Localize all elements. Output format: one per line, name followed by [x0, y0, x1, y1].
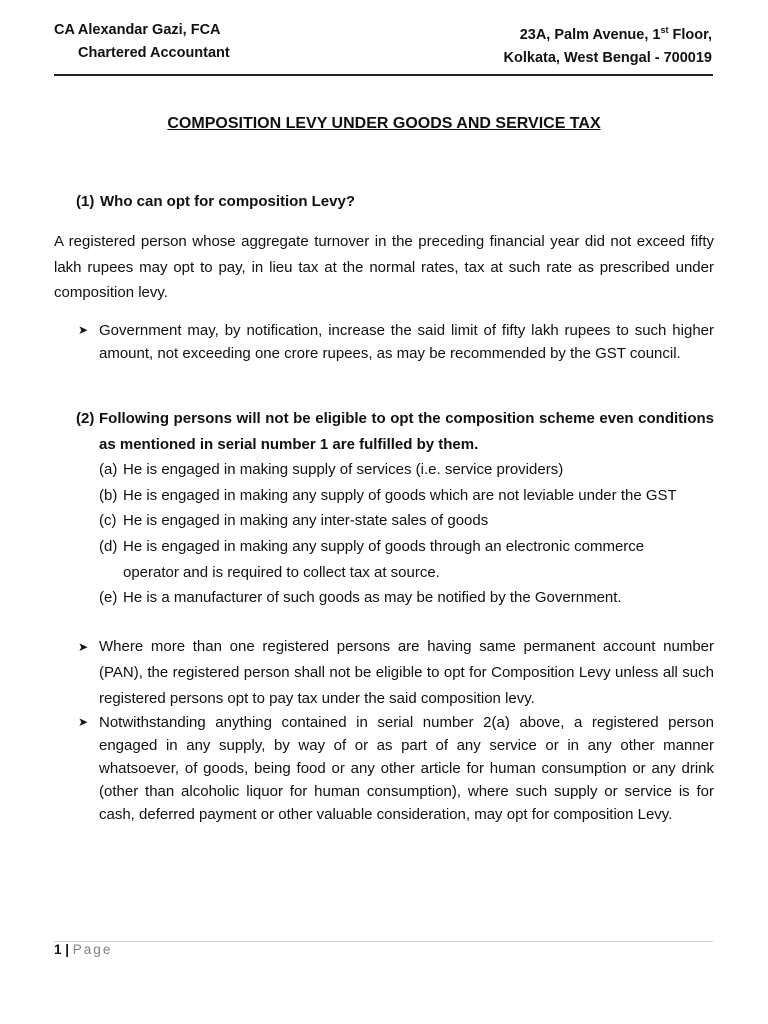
list-item-text: He is engaged in making any inter-state sales of goods [123, 512, 489, 529]
address-block [504, 19, 712, 70]
list-item-text: He is engaged in making any supply of goods which are not leviable under the GST [123, 487, 677, 504]
list-item-label: (b) [99, 487, 118, 504]
list-item-label: (c) [99, 512, 117, 529]
list-item-continuation: operator and is required to collect tax at source. [123, 563, 440, 581]
list-item-text: He is engaged in making any supply of goods through an electronic commerce [123, 538, 645, 555]
address-line1-end: Floor, [668, 26, 712, 43]
header-divider [54, 74, 713, 76]
author-block [54, 19, 230, 65]
list-item-label: (e) [99, 589, 118, 606]
bullet-food-supply [78, 711, 714, 826]
section2-heading [76, 406, 714, 457]
list-item-label: (a) [99, 461, 118, 478]
list-item [99, 508, 714, 534]
section1-bullet-text: Government may, by notification, increase the said limit of fifty lakh rupees to such higher amount, not exceeding one crore rupees, as may be recommended by the GST council. [99, 322, 714, 362]
address-line1 [504, 19, 712, 47]
footer-separator: | [61, 942, 73, 957]
bullet-pan [78, 634, 714, 712]
arrow-bullet-icon: ➤ [78, 715, 89, 729]
arrow-bullet-icon: ➤ [78, 323, 89, 337]
section2-number: (2) [76, 410, 95, 427]
page-footer [54, 942, 112, 957]
author-name: CA Alexandar Gazi, FCA [54, 22, 221, 38]
section1-heading-text: Who can opt for composition Levy? [100, 193, 355, 210]
footer-divider [54, 941, 713, 942]
list-item-text: He is a manufacturer of such goods as may be notified by the Government. [123, 589, 622, 606]
bullet-pan-text: Where more than one registered persons are having same permanent account number (PAN), the registered person shall not be eligible to opt for Composition Levy unless all such registered persons opt to pay tax under the said composition levy. [99, 638, 714, 707]
arrow-bullet-icon: ➤ [78, 640, 89, 654]
section2-heading-text: Following persons will not be eligible to opt the composition scheme even conditions as mentioned in serial number 1 are fulfilled by them. [99, 410, 714, 453]
section1-bullet [78, 319, 714, 365]
list-item-label: (d) [99, 538, 118, 555]
section1-paragraph: A registered person whose aggregate turnover in the preceding financial year did not exceed fifty lakh rupees may opt to pay, in lieu tax at the normal rates, tax at such rate as prescribed under composition levy. [54, 233, 714, 301]
list-item [99, 534, 714, 585]
list-item [99, 457, 714, 483]
page-label: Page [72, 942, 113, 957]
list-item-text: He is engaged in making supply of services (i.e. service providers) [123, 461, 564, 478]
address-line2: Kolkata, West Bengal - 700019 [503, 49, 712, 66]
list-item [99, 585, 714, 611]
author-designation: Chartered Accountant [78, 45, 230, 61]
section1-number: (1) [76, 193, 95, 210]
list-item [99, 483, 714, 509]
page-number: 1 [54, 942, 62, 957]
address-superscript: st [660, 25, 669, 35]
document-title: COMPOSITION LEVY UNDER GOODS AND SERVICE TAX [167, 115, 601, 132]
section1-heading [76, 193, 355, 210]
bullet-food-supply-text: Notwithstanding anything contained in serial number 2(a) above, a registered person engaged in any supply, by way of or as part of any service or in any other manner whatsoever, of goods, being food or any other article for human consumption or any drink (other than alcoholic liquor for human consumption), where such supply or service is for cash, deferred payment or other valuable consideration, may opt for composition Levy. [99, 714, 714, 823]
address-line1-text: 23A, Palm Avenue, 1 [519, 26, 661, 43]
